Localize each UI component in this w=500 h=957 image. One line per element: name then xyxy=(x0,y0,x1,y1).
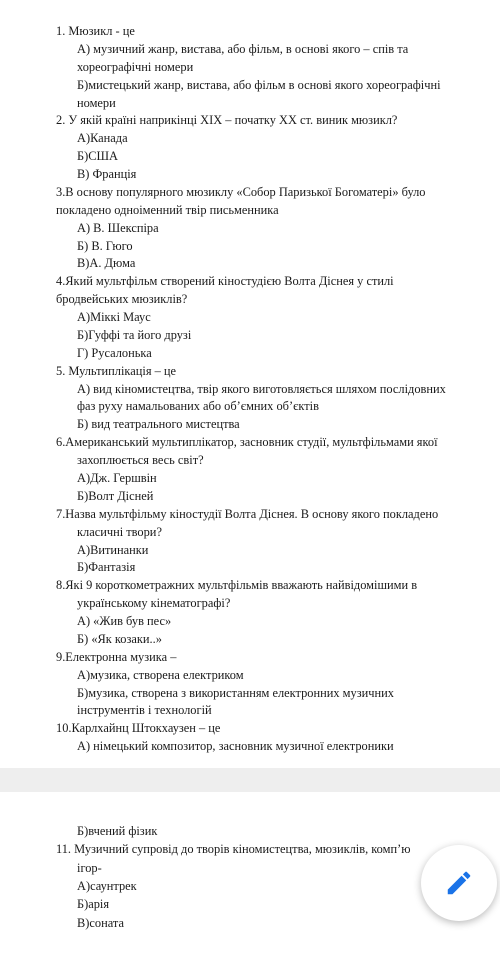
answer-line: Б)США xyxy=(77,149,118,164)
question-line: 6.Американський мультиплікатор, засновник студії, мультфільмами якої xyxy=(56,435,438,450)
pencil-icon xyxy=(444,868,474,898)
answer-line: українському кінематографі? xyxy=(77,596,231,611)
answer-line: А)Витинанки xyxy=(77,542,149,557)
answer-line: А) вид кіномистецтва, твір якого виготовляється шляхом послідовних xyxy=(77,381,446,396)
answer-line: Б)Фантазія xyxy=(77,560,136,575)
answer-line: Б)музика, створена з використанням електронних музичних xyxy=(77,685,394,700)
answer-line: Б)Гуффі та його друзі xyxy=(77,327,192,342)
answer-line: номери xyxy=(77,95,116,110)
question-line: покладено одноіменний твір письменника xyxy=(56,202,279,217)
answer-line: Б)вчений фізик xyxy=(77,824,158,838)
answer-line: Б) вид театрального мистецтва xyxy=(77,417,240,432)
question-line: бродвейських мюзиклів? xyxy=(56,292,188,307)
answer-line: Г) Русалонька xyxy=(77,345,152,360)
answer-line: ігор- xyxy=(77,860,102,875)
answer-line: Б)Волт Дісней xyxy=(77,488,154,503)
answer-line: А)Канада xyxy=(77,131,128,146)
question-line: 2. У якій країні наприкінці XIX – початку XX ст. виник мюзикл? xyxy=(56,113,398,128)
question-line: 10.Карлхайнц Штокхаузен – це xyxy=(56,721,221,736)
question-line: 3.В основу популярного мюзиклу «Собор Паризької Богоматері» було xyxy=(56,184,426,199)
answer-line: В)соната xyxy=(77,915,124,930)
question-line: 4.Який мультфільм створений кіностудією Волта Діснея у стилі xyxy=(56,274,394,289)
answer-line: А)Дж. Гершвін xyxy=(77,471,157,485)
question-line: 7.Назва мультфільму кіностудії Волта Діснея. В основу якого покладено xyxy=(56,506,439,521)
answer-line: В) Франція xyxy=(77,167,137,182)
answer-line: А) музичний жанр, вистава, або фільм, в основі якого – спів та xyxy=(77,41,409,56)
answer-line: класичні твори? xyxy=(77,524,162,539)
question-line: 5. Мультиплікація – це xyxy=(56,363,177,378)
answer-line: Б) В. Гюго xyxy=(77,238,133,253)
answer-line: Б)арія xyxy=(77,897,110,912)
question-line: 8.Які 9 короткометражних мультфільмів вважають найвідомішими в xyxy=(56,578,418,593)
answer-line: А)музика, створена електриком xyxy=(77,667,244,682)
edit-button[interactable] xyxy=(421,845,497,921)
answer-line: Б) «Як козаки..» xyxy=(77,631,162,646)
answer-line: хореографічні номери xyxy=(77,59,194,74)
answer-line: А)саунтрек xyxy=(77,878,137,893)
answer-line: А) «Жив був пес» xyxy=(77,614,172,629)
answer-line: А) німецький композитор, засновник музичної електроники xyxy=(77,739,394,754)
answer-line: Б)мистецький жанр, вистава, або фільм в основі якого хореографічні xyxy=(77,77,441,92)
question-line: 1. Мюзикл - це xyxy=(56,24,135,38)
answer-line: захоплюється весь світ? xyxy=(77,453,204,468)
answer-line: А)Міккі Маус xyxy=(77,310,151,325)
question-line: 9.Електронна музика – xyxy=(56,649,177,664)
answer-line: В)А. Дюма xyxy=(77,256,136,271)
question-line: 11. Музичний супровід до творів кіномистецтва, мюзиклів, комп’ю xyxy=(56,842,411,857)
page-separator xyxy=(0,768,500,792)
answer-line: фаз руху намальованих або об’ємних об’єктів xyxy=(77,399,319,414)
answer-line: інструментів і технологій xyxy=(77,703,212,718)
answer-line: А) В. Шекспіра xyxy=(77,220,159,235)
